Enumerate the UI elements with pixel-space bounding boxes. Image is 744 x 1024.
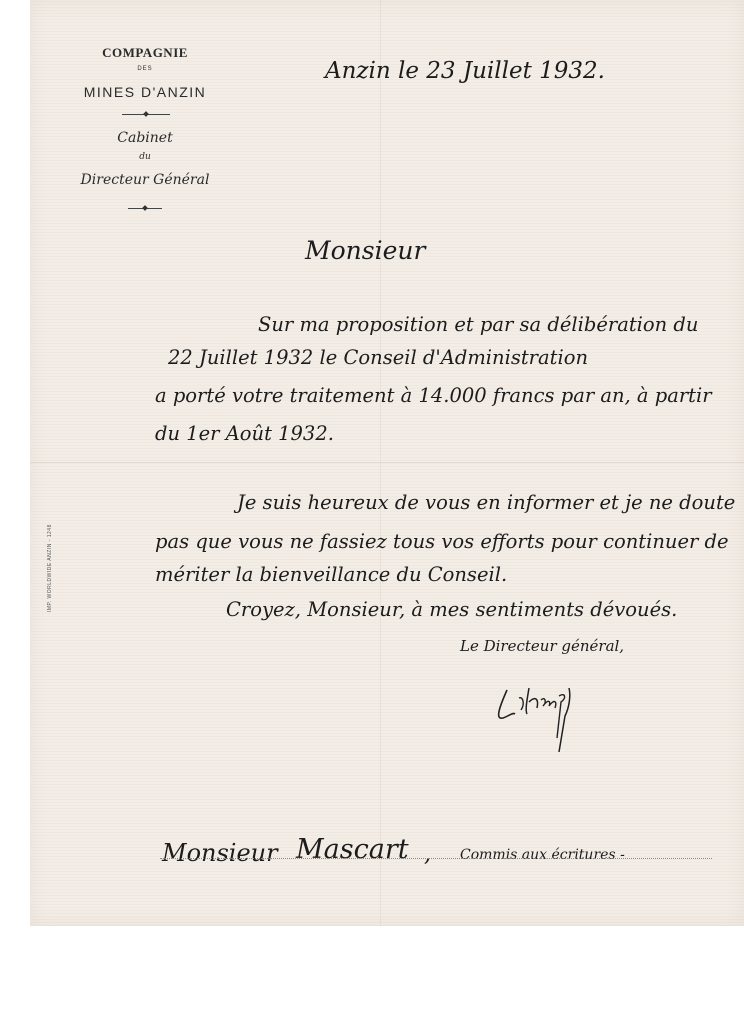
body-line-5: Je suis heureux de vous en informer et je ne doute	[237, 491, 736, 514]
address-dotted-rule	[160, 858, 712, 859]
body-line-8: Croyez, Monsieur, à mes sentiments dévoués.	[226, 598, 678, 621]
letterhead-des: DES	[137, 66, 153, 72]
letterhead-company: COMPAGNIE	[102, 45, 188, 60]
salutation: Monsieur	[305, 236, 426, 265]
letterhead-cabinet: Cabinet	[117, 130, 173, 146]
paper-fold-horizontal	[30, 462, 744, 463]
body-line-6: pas que vous ne fassiez tous vos efforts pour continuer de	[155, 530, 729, 553]
recipient-role: Commis aux écritures -	[460, 847, 625, 863]
body-line-2: 22 Juillet 1932 le Conseil d'Administration	[168, 346, 589, 369]
signature	[485, 668, 595, 758]
printer-mark: IMP. WORLDWIDE ANZIN - 1248	[47, 524, 53, 612]
letterhead-directeur: Directeur Général	[80, 172, 210, 188]
paper-fold-vertical	[380, 0, 381, 926]
body-line-1: Sur ma proposition et par sa délibération du	[258, 313, 699, 336]
body-line-4: du 1er Août 1932.	[155, 422, 334, 445]
body-line-3: a porté votre traitement à 14.000 francs par an, à partir	[155, 384, 712, 407]
letterhead-du: du	[139, 152, 151, 162]
letterhead-mines: MINES D'ANZIN	[83, 84, 207, 100]
recipient-label: Monsieur	[162, 839, 278, 867]
letter-date: Anzin le 23 Juillet 1932.	[325, 58, 605, 84]
signoff: Le Directeur général,	[460, 637, 625, 655]
recipient-comma: ,	[424, 842, 431, 867]
body-line-7: mériter la bienveillance du Conseil.	[155, 563, 508, 586]
recipient-name: Mascart	[296, 834, 409, 865]
